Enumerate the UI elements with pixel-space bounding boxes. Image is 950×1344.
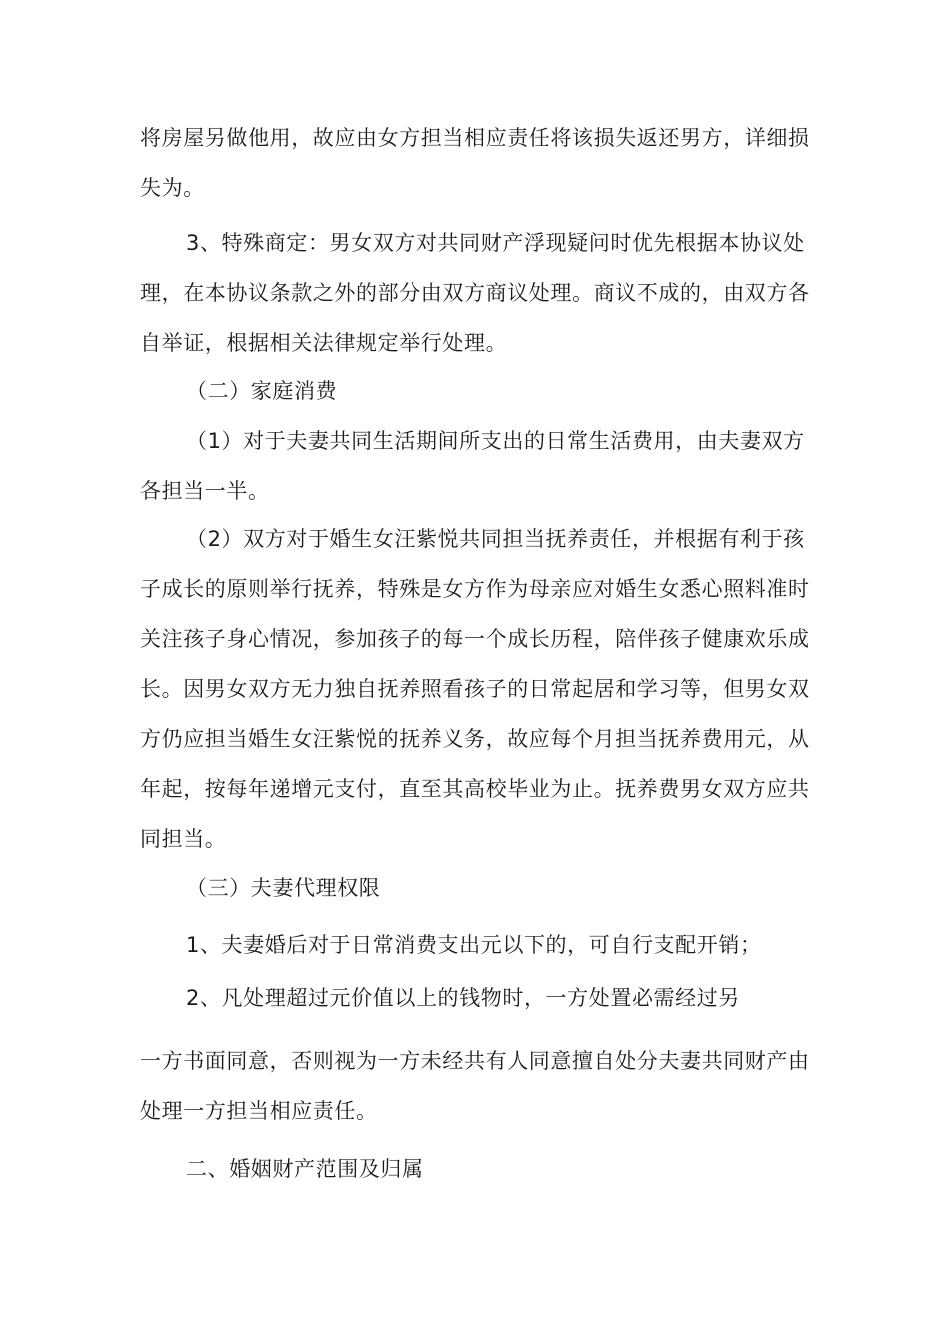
paragraph-continuation: 将房屋另做他用，故应由女方担当相应责任将该损失返还男方，详细损失为。 bbox=[140, 126, 810, 200]
heading-spousal-agency: （三）夫妻代理权限 bbox=[186, 876, 381, 900]
heading-family-consumption: （二）家庭消费 bbox=[186, 379, 338, 403]
paragraph-living-expenses: （1）对于夫妻共同生活期间所支出的日常生活费用，由夫妻双方各担当一半。 bbox=[140, 429, 805, 503]
paragraph-daily-consumption: 1、夫妻婚后对于日常消费支出元以下的，可自行支配开销； bbox=[186, 933, 762, 957]
paragraph-special-agreement: 3、特殊商定：男女双方对共同财产浮现疑问时优先根据本协议处理，在本协议条款之外的部分由双方商议处理。商议不成的，由双方各自举证，根据相关法律规定举行处理。 bbox=[140, 231, 810, 355]
paragraph-property-disposal: 2、凡处理超过元价值以上的钱物时，一方处置必需经过另 bbox=[186, 986, 740, 1010]
heading-marital-property: 二、婚姻财产范围及归属 bbox=[186, 1157, 424, 1181]
paragraph-child-support: （2）双方对于婚生女汪紫悦共同担当抚养责任，并根据有利于孩子成长的原则举行抚养，特殊是女方作为母亲应对婚生女悉心照料准时关注孩子身心情况，参加孩子的每一个成长历程，陪伴孩子健康欢乐成长。因男女双方无力独自抚养照看孩子的日常起居和学习等，但男女双方仍应担当婚生女汪紫悦的抚养义务，故应每个月担当抚养费用元，从年起，按每年递增元支付，直至其高校毕业为止。抚养费男女双方应共同担当。 bbox=[140, 527, 810, 851]
paragraph-written-consent: 一方书面同意，否则视为一方未经共有人同意擅自处分夫妻共同财产由处理一方担当相应责任。 bbox=[140, 1049, 810, 1123]
